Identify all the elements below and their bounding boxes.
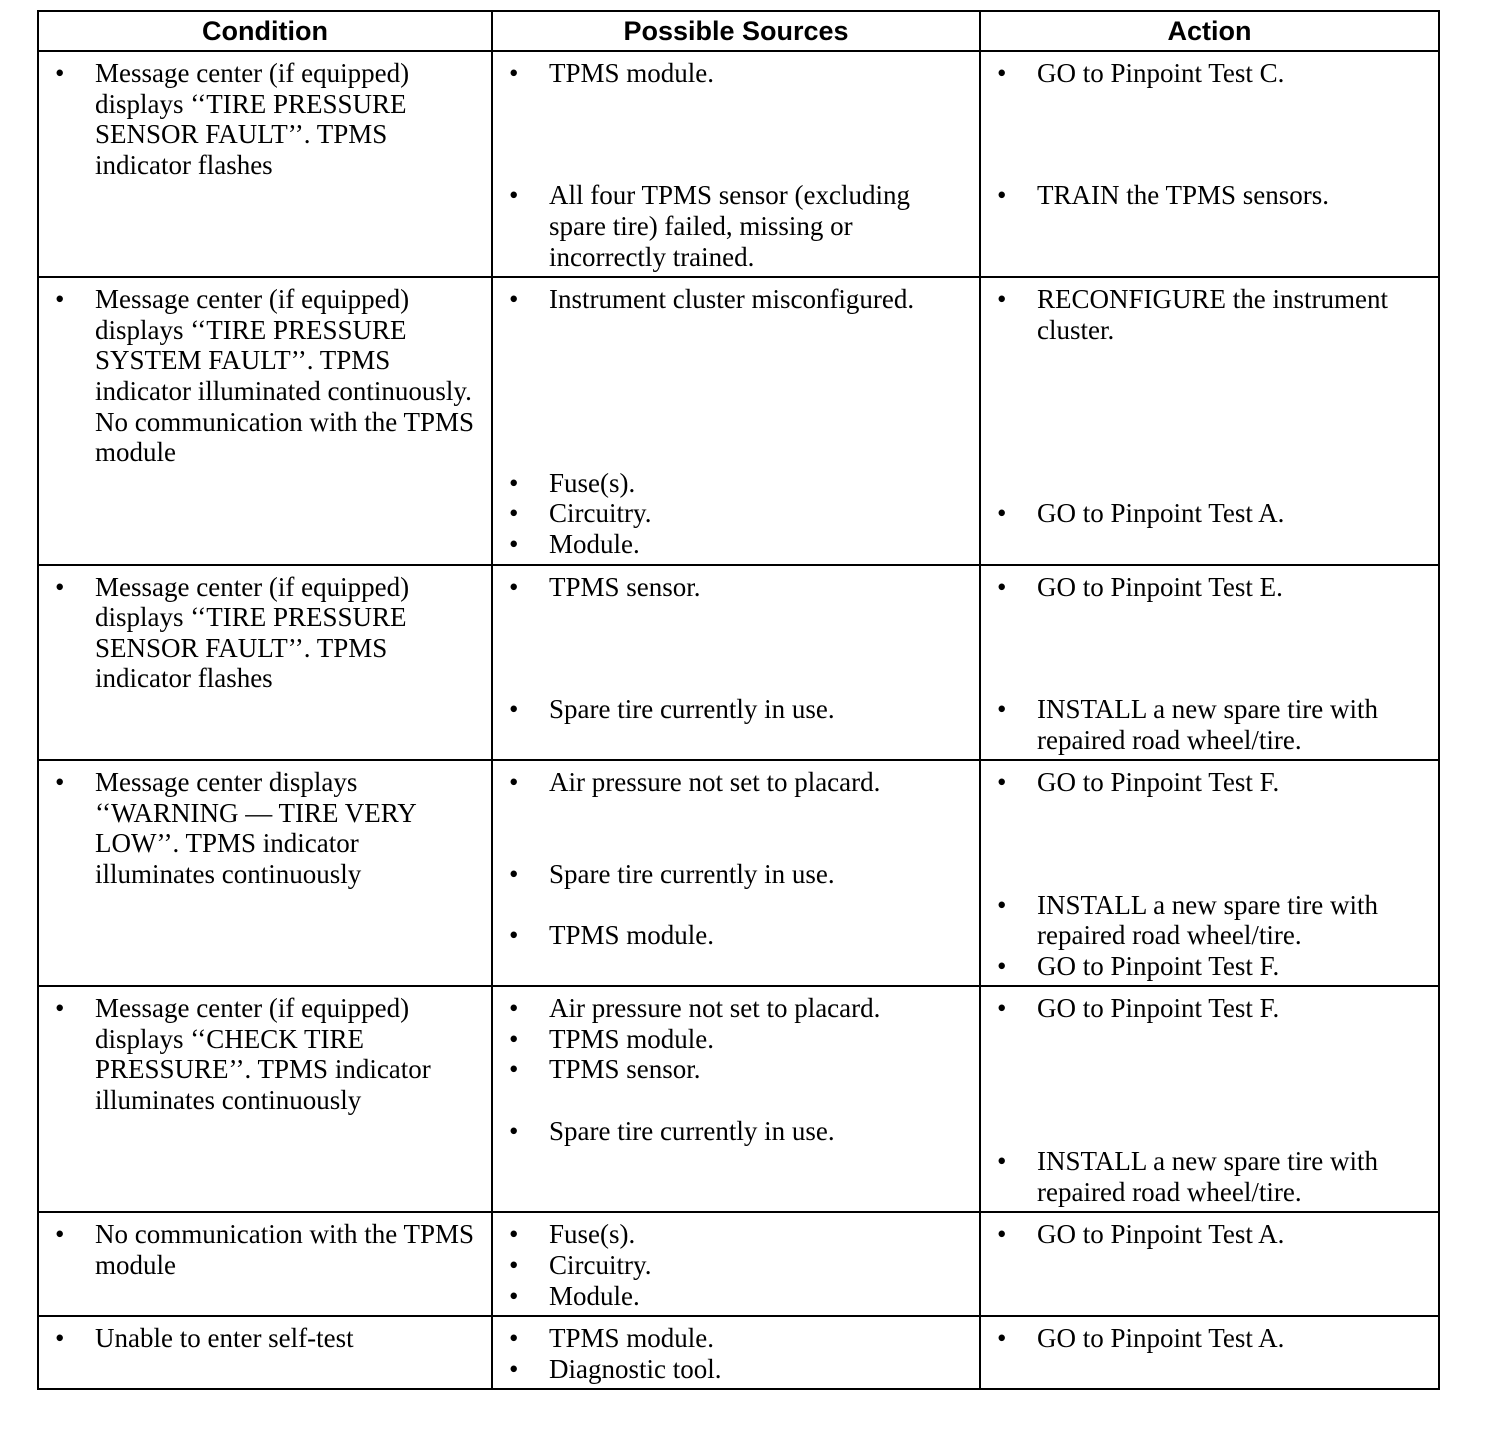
source-entry bbox=[505, 694, 969, 725]
source-entry bbox=[505, 1354, 969, 1385]
source-entry bbox=[505, 58, 969, 89]
table-row bbox=[38, 1316, 1439, 1389]
source-text: TPMS module. bbox=[549, 1323, 715, 1354]
action-entry bbox=[993, 993, 1428, 1024]
bullet-icon: • bbox=[509, 1219, 519, 1250]
source-entry bbox=[505, 1116, 969, 1147]
condition-entry bbox=[51, 572, 481, 694]
source-text: Spare tire currently in use. bbox=[549, 1115, 835, 1146]
action-text: TRAIN the TPMS sensors. bbox=[1037, 180, 1330, 211]
condition-entry bbox=[51, 1323, 481, 1354]
header-action: Action bbox=[980, 11, 1439, 51]
source-text: Module. bbox=[549, 1280, 640, 1311]
source-cell bbox=[492, 986, 980, 1212]
condition-cell bbox=[38, 277, 492, 564]
bullet-icon: • bbox=[509, 1280, 519, 1311]
action-text: RECONFIGURE the instrument cluster. bbox=[1037, 284, 1388, 345]
source-cell bbox=[492, 1212, 980, 1316]
action-text: GO to Pinpoint Test F. bbox=[1037, 993, 1280, 1024]
source-text: All four TPMS sensor (excluding spare tire) failed, missing or incorrectly trained. bbox=[549, 180, 910, 272]
diagnostic-table bbox=[37, 10, 1440, 1390]
condition-text: Message center (if equipped) displays ‘‘CHECK TIRE PRESSURE’’. TPMS indicator illuminates continuously bbox=[95, 993, 431, 1116]
bullet-icon: • bbox=[997, 993, 1007, 1024]
bullet-icon: • bbox=[997, 693, 1007, 724]
source-text: Fuse(s). bbox=[549, 1219, 636, 1250]
condition-text: Message center displays ‘‘WARNING — TIRE VERY LOW’’. TPMS indicator illuminates continuously bbox=[95, 767, 416, 889]
bullet-icon: • bbox=[997, 498, 1007, 529]
bullet-icon: • bbox=[509, 284, 519, 315]
source-text: Fuse(s). bbox=[549, 467, 636, 498]
bullet-icon: • bbox=[997, 284, 1007, 315]
action-text: GO to Pinpoint Test A. bbox=[1037, 498, 1285, 529]
action-cell bbox=[980, 986, 1439, 1212]
action-text: GO to Pinpoint Test A. bbox=[1037, 1219, 1285, 1250]
bullet-icon: • bbox=[509, 528, 519, 559]
condition-cell bbox=[38, 1316, 492, 1389]
action-entry bbox=[993, 180, 1428, 211]
bullet-icon: • bbox=[997, 58, 1007, 88]
action-entry bbox=[993, 1146, 1428, 1207]
condition-entry bbox=[51, 767, 481, 889]
source-text: Air pressure not set to placard. bbox=[549, 767, 881, 798]
condition-text: Unable to enter self-test bbox=[95, 1323, 354, 1354]
source-entry bbox=[505, 1281, 969, 1312]
action-cell bbox=[980, 565, 1439, 761]
bullet-icon: • bbox=[997, 180, 1007, 211]
source-entry bbox=[505, 1219, 969, 1250]
source-text: Module. bbox=[549, 528, 640, 559]
bullet-icon: • bbox=[997, 571, 1007, 602]
condition-entry bbox=[51, 993, 481, 1115]
action-text: GO to Pinpoint Test A. bbox=[1037, 1323, 1285, 1354]
condition-cell bbox=[38, 1212, 492, 1316]
bullet-icon: • bbox=[55, 284, 65, 315]
bullet-icon: • bbox=[997, 889, 1007, 920]
header-row bbox=[38, 11, 1439, 51]
action-text: GO to Pinpoint Test E. bbox=[1037, 571, 1283, 602]
bullet-icon: • bbox=[509, 1323, 519, 1354]
action-cell bbox=[980, 1212, 1439, 1316]
action-cell bbox=[980, 51, 1439, 277]
table-body bbox=[38, 51, 1439, 1389]
action-entry bbox=[993, 694, 1428, 755]
bullet-icon: • bbox=[997, 1323, 1007, 1354]
bullet-icon: • bbox=[997, 950, 1007, 981]
header-possible-sources: Possible Sources bbox=[492, 11, 980, 51]
bullet-icon: • bbox=[997, 767, 1007, 798]
bullet-icon: • bbox=[509, 571, 519, 602]
condition-text: Message center (if equipped) displays ‘‘TIRE PRESSURE SENSOR FAULT’’. TPMS indicator flashes bbox=[95, 58, 410, 180]
source-text: TPMS sensor. bbox=[549, 571, 701, 602]
source-entry bbox=[505, 180, 969, 272]
source-entry bbox=[505, 920, 969, 951]
condition-entry bbox=[51, 58, 481, 180]
source-entry bbox=[505, 572, 969, 603]
source-cell bbox=[492, 760, 980, 986]
source-text: TPMS module. bbox=[549, 58, 715, 88]
action-text: GO to Pinpoint Test C. bbox=[1037, 58, 1285, 88]
condition-text: No communication with the TPMS module bbox=[95, 1219, 474, 1281]
condition-cell bbox=[38, 760, 492, 986]
bullet-icon: • bbox=[509, 498, 519, 529]
action-entry bbox=[993, 58, 1428, 89]
bullet-icon: • bbox=[509, 693, 519, 724]
bullet-icon: • bbox=[509, 467, 519, 498]
condition-cell bbox=[38, 986, 492, 1212]
bullet-icon: • bbox=[55, 571, 65, 602]
source-text: Air pressure not set to placard. bbox=[549, 993, 881, 1024]
bullet-icon: • bbox=[509, 1353, 519, 1384]
source-entry bbox=[505, 498, 969, 529]
source-entry bbox=[505, 1323, 969, 1354]
condition-text: Message center (if equipped) displays ‘‘TIRE PRESSURE SENSOR FAULT’’. TPMS indicator flashes bbox=[95, 571, 410, 694]
source-entry bbox=[505, 859, 969, 890]
bullet-icon: • bbox=[997, 1219, 1007, 1250]
source-entry bbox=[505, 284, 969, 315]
condition-text: Message center (if equipped) displays ‘‘TIRE PRESSURE SYSTEM FAULT’’. TPMS indicator illuminated continuously. No communication with the TPMS module bbox=[95, 284, 474, 468]
condition-entry bbox=[51, 284, 481, 468]
header-condition: Condition bbox=[38, 11, 492, 51]
source-cell bbox=[492, 51, 980, 277]
source-cell bbox=[492, 1316, 980, 1389]
source-text: TPMS module. bbox=[549, 920, 715, 951]
condition-cell bbox=[38, 565, 492, 761]
action-entry bbox=[993, 572, 1428, 603]
table-row bbox=[38, 986, 1439, 1212]
action-text: GO to Pinpoint Test F. bbox=[1037, 767, 1280, 798]
source-text: TPMS sensor. bbox=[549, 1054, 701, 1085]
action-entry bbox=[993, 498, 1428, 529]
action-text: INSTALL a new spare tire with repaired road wheel/tire. bbox=[1037, 1146, 1378, 1207]
action-cell bbox=[980, 1316, 1439, 1389]
bullet-icon: • bbox=[509, 1054, 519, 1085]
bullet-icon: • bbox=[509, 920, 519, 951]
condition-entry bbox=[51, 1219, 481, 1280]
source-text: Circuitry. bbox=[549, 498, 652, 529]
table-row bbox=[38, 565, 1439, 761]
action-text: INSTALL a new spare tire with repaired road wheel/tire. bbox=[1037, 889, 1378, 951]
action-entry bbox=[993, 1323, 1428, 1354]
bullet-icon: • bbox=[509, 767, 519, 798]
condition-cell bbox=[38, 51, 492, 277]
source-text: Diagnostic tool. bbox=[549, 1353, 722, 1384]
table-row bbox=[38, 277, 1439, 564]
action-entry bbox=[993, 767, 1428, 798]
table-row bbox=[38, 1212, 1439, 1316]
bullet-icon: • bbox=[55, 58, 65, 88]
source-text: Spare tire currently in use. bbox=[549, 858, 835, 889]
source-cell bbox=[492, 565, 980, 761]
action-cell bbox=[980, 277, 1439, 564]
table-row bbox=[38, 51, 1439, 277]
bullet-icon: • bbox=[509, 58, 519, 88]
bullet-icon: • bbox=[509, 1023, 519, 1054]
action-text: GO to Pinpoint Test F. bbox=[1037, 950, 1280, 981]
bullet-icon: • bbox=[55, 993, 65, 1024]
source-text: Spare tire currently in use. bbox=[549, 693, 835, 724]
source-text: Circuitry. bbox=[549, 1250, 652, 1281]
bullet-icon: • bbox=[509, 1115, 519, 1146]
action-entry bbox=[993, 951, 1428, 982]
source-text: Instrument cluster misconfigured. bbox=[549, 284, 915, 315]
action-text: INSTALL a new spare tire with repaired road wheel/tire. bbox=[1037, 693, 1378, 755]
table-row bbox=[38, 760, 1439, 986]
source-entry bbox=[505, 468, 969, 499]
bullet-icon: • bbox=[55, 767, 65, 798]
action-entry bbox=[993, 1219, 1428, 1250]
source-entry bbox=[505, 1024, 969, 1055]
source-cell bbox=[492, 277, 980, 564]
bullet-icon: • bbox=[509, 180, 519, 211]
action-entry bbox=[993, 284, 1428, 345]
action-entry bbox=[993, 890, 1428, 951]
bullet-icon: • bbox=[509, 1250, 519, 1281]
bullet-icon: • bbox=[509, 858, 519, 889]
bullet-icon: • bbox=[509, 993, 519, 1024]
source-entry bbox=[505, 1054, 969, 1085]
action-cell bbox=[980, 760, 1439, 986]
bullet-icon: • bbox=[55, 1323, 65, 1354]
bullet-icon: • bbox=[997, 1146, 1007, 1177]
source-entry bbox=[505, 993, 969, 1024]
source-entry bbox=[505, 529, 969, 560]
bullet-icon: • bbox=[55, 1219, 65, 1250]
source-entry bbox=[505, 1250, 969, 1281]
source-entry bbox=[505, 767, 969, 798]
source-text: TPMS module. bbox=[549, 1023, 715, 1054]
